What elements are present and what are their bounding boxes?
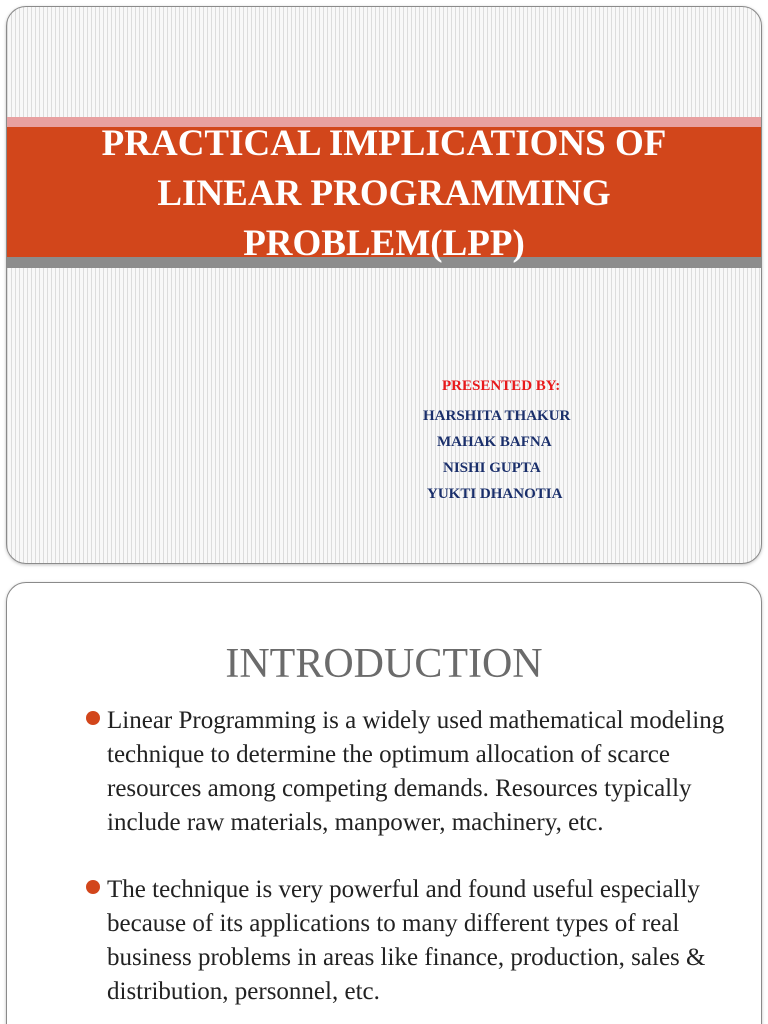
presenter-name: NISHI GUPTA (443, 460, 541, 476)
slide-title (7, 119, 761, 269)
presenter-name: HARSHITA THAKUR (423, 408, 571, 424)
title-slide (6, 6, 762, 564)
bullet-item (107, 873, 727, 1009)
slide-heading: INTRODUCTION (225, 641, 543, 687)
bullet-list (107, 704, 727, 1024)
presenter-name: MAHAK BAFNA (437, 434, 552, 450)
slide-title-line: PROBLEM(LPP) (243, 223, 525, 264)
presenter-name: YUKTI DHANOTIA (427, 486, 563, 502)
bullet-dot-icon (86, 711, 100, 725)
bullet-text: The technique is very powerful and found useful especially because of its applications to many different types of real business problems in areas like finance, production, sales & distribution, personnel, etc. (107, 876, 706, 1005)
bullet-item (107, 704, 727, 840)
slide-title-line: PRACTICAL IMPLICATIONS OF (101, 123, 667, 164)
presented-by-label: PRESENTED BY: (442, 378, 561, 394)
introduction-slide (6, 582, 762, 1024)
bullet-text: Linear Programming is a widely used mathematical modeling technique to determine the optimum allocation of scarce resources among competing demands. Resources typically include raw materials, manpower, machinery, etc. (107, 707, 725, 836)
bullet-dot-icon (86, 880, 100, 894)
slide-title-line: LINEAR PROGRAMMING (157, 173, 611, 214)
